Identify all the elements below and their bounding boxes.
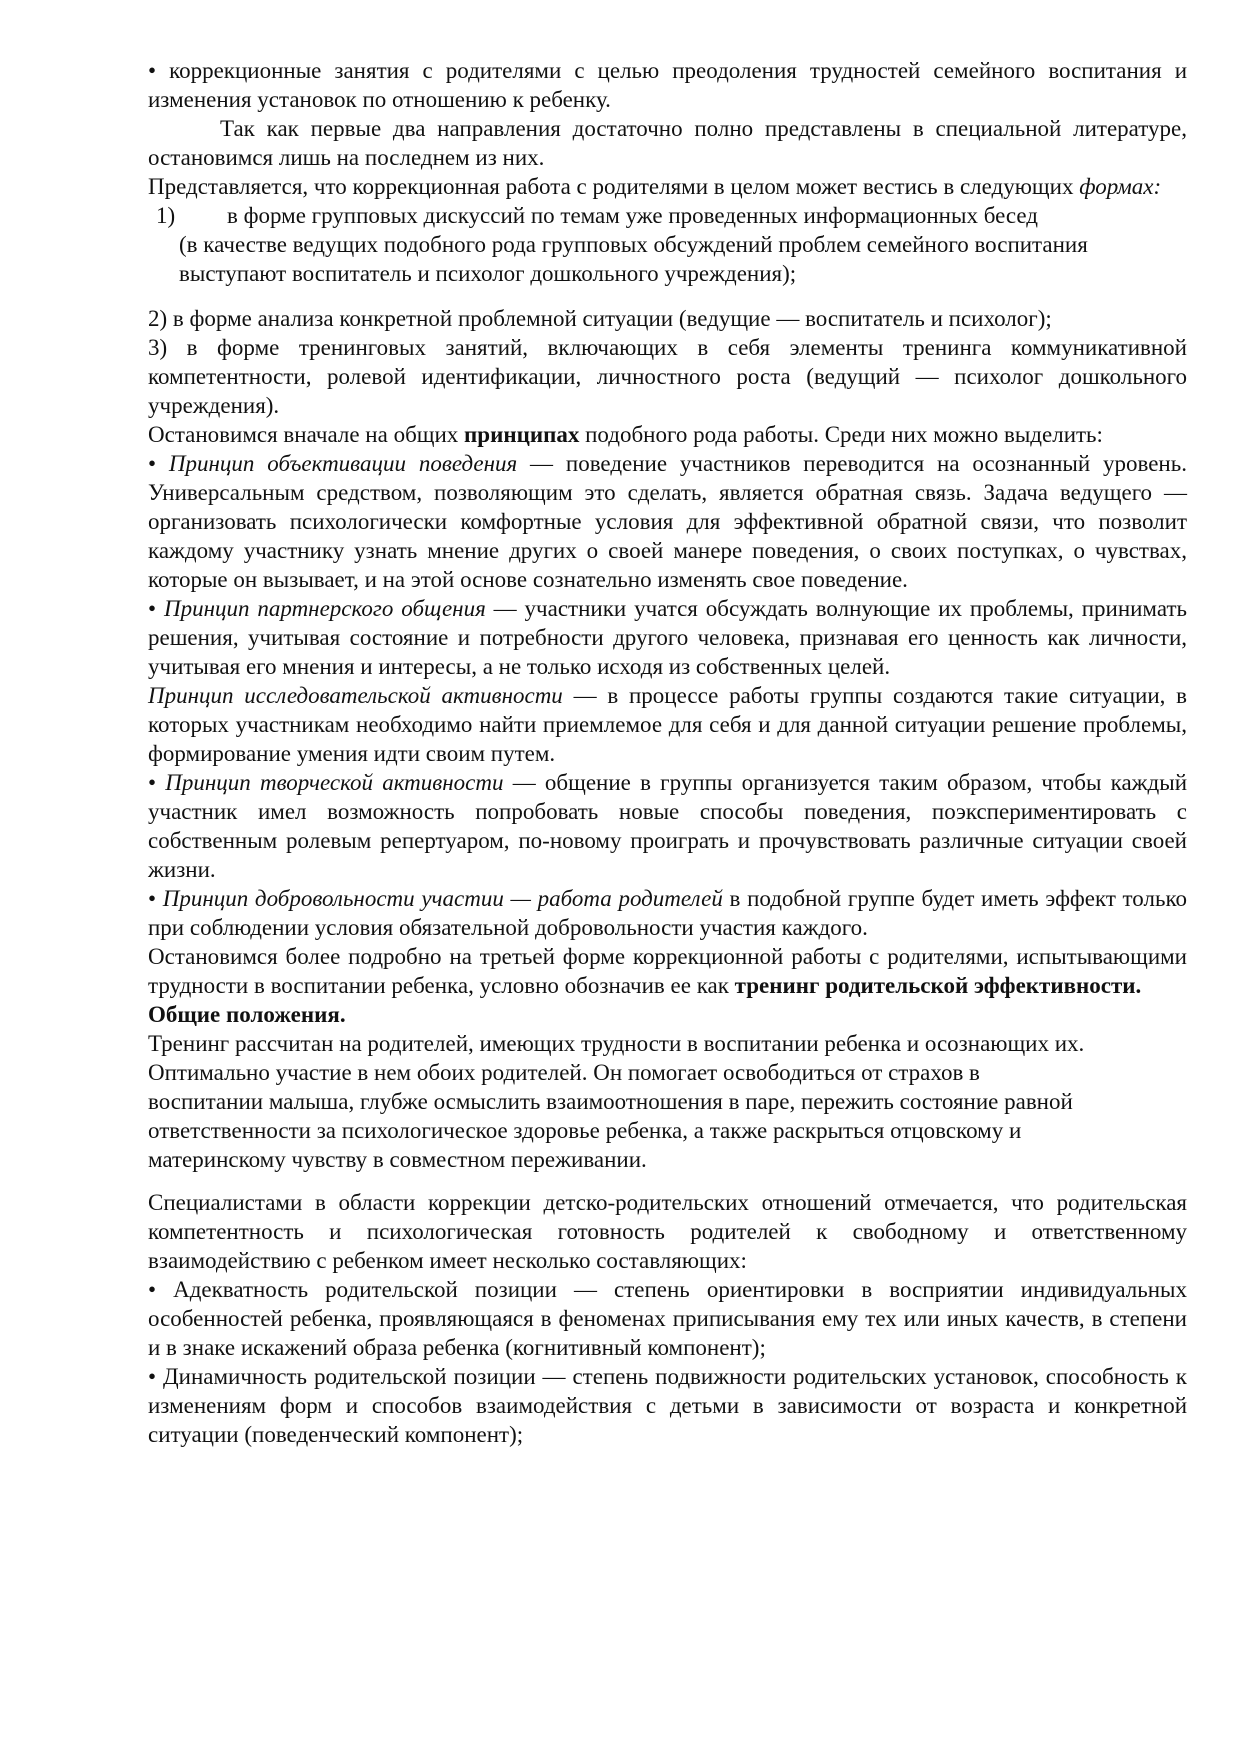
paragraph-principles-intro bbox=[148, 420, 1187, 449]
forms-word: формах: bbox=[1079, 174, 1162, 199]
principle-research-activity bbox=[148, 681, 1187, 768]
general-line: Тренинг рассчитан на родителей, имеющих трудности в воспитании ребенка и осознающих их. bbox=[148, 1031, 1085, 1056]
spacer bbox=[148, 288, 1187, 304]
general-line: ответственности за психологическое здоровье ребенка, а также раскрыться отцовскому и bbox=[148, 1118, 1022, 1143]
paragraph-third-form bbox=[148, 942, 1187, 1000]
list-item-note-line: (в качестве ведущих подобного рода групповых обсуждений проблем семейного воспитания bbox=[179, 232, 1088, 257]
bullet: • bbox=[148, 596, 164, 621]
general-line: воспитании малыша, глубже осмыслить взаимоотношения в паре, пережить состояние равной bbox=[148, 1089, 1073, 1114]
principle-name: Принцип творческой активности bbox=[165, 770, 504, 795]
paragraph-correction-sessions: • коррекционные занятия с родителями с целью преодоления трудностей семейного воспитания и изменения установок по отношению к ребенку. bbox=[148, 58, 1187, 112]
principle-objectivation bbox=[148, 449, 1187, 594]
principle-text: — общение в группы организуется таким образом, чтобы каждый участник имел возможность попробовать новые способы поведения, поэкспериментировать с собственным ролевым репертуаром, по-новому проиграть и прочувствовать различные ситуации своей жизни. bbox=[148, 770, 1188, 882]
bullet: • bbox=[148, 770, 166, 795]
general-line: Оптимально участие в нем обоих родителей. Он помогает освободиться от страхов в bbox=[148, 1060, 980, 1085]
general-line: материнскому чувству в совместном переживании. bbox=[148, 1147, 647, 1172]
general-provisions-block bbox=[148, 1029, 1187, 1174]
bullet: • bbox=[148, 886, 163, 911]
forms-intro-text: Представляется, что коррекционная работа с родителями в целом может вестись в следующих bbox=[148, 174, 1080, 199]
principle-name: Принцип добровольности участии — работа родителей bbox=[162, 886, 723, 911]
list-number: 1) bbox=[156, 203, 176, 228]
principles-intro-text-end: подобного рода работы. Среди них можно выделить: bbox=[579, 422, 1103, 447]
principle-text: — в процессе работы группы создаются такие ситуации, в которых участникам необходимо найти приемлемое для себя и для данной ситуации решение проблемы, формирование умения идти своим путем. bbox=[148, 683, 1188, 766]
list-item-note-line: выступают воспитатель и психолог дошкольного учреждения); bbox=[179, 261, 797, 286]
list-item-text: в форме групповых дискуссий по темам уже проведенных информационных бесед bbox=[227, 203, 1038, 228]
list-item-group-discussion bbox=[148, 201, 1187, 230]
list-item-training-sessions: 3) в форме тренинговых занятий, включающих в себя элементы тренинга коммуникативной компетентности, ролевой идентификации, личностного роста (ведущий — психолог дошкольного учреждения). bbox=[148, 335, 1187, 418]
principle-text: в подобной группе будет иметь эффект только при соблюдении условия обязательной добровольности участия каждого. bbox=[148, 886, 1187, 940]
principle-creative-activity bbox=[148, 768, 1187, 884]
paragraph-forms-intro bbox=[148, 172, 1187, 201]
principles-intro-text: Остановимся вначале на общих bbox=[148, 422, 465, 447]
paragraph-first-directions: Так как первые два направления достаточно полно представлены в специальной литературе, остановимся лишь на последнем из них. bbox=[148, 116, 1187, 170]
section-heading-general: Общие положения. bbox=[148, 1002, 346, 1027]
list-item-problem-analysis: 2) в форме анализа конкретной проблемной ситуации (ведущие — воспитатель и психолог); bbox=[148, 306, 1052, 331]
paragraph-specialists: Специалистами в области коррекции детско-родительских отношений отмечается, что родительская компетентность и психологическая готовность родителей к свободному и ответственному взаимодействию с ребенком имеет несколько составляющих: bbox=[148, 1190, 1187, 1273]
principle-partnership bbox=[148, 594, 1187, 681]
spacer bbox=[148, 1174, 1187, 1188]
principle-voluntariness bbox=[148, 884, 1187, 942]
principle-name: Принцип объективации поведения bbox=[168, 451, 518, 476]
principle-text: — участники учатся обсуждать волнующие их проблемы, принимать решения, учитывая состояние и потребности другого человека, признавая его ценность как личности, учитывая его мнения и интересы, а не только исходя из собственных целей. bbox=[148, 596, 1187, 679]
component-dynamism: • Динамичность родительской позиции — степень подвижности родительских установок, способность к изменениям форм и способов взаимодействия с детьми в зависимости от возраста и конкретной ситуации (поведенческий компонент); bbox=[148, 1364, 1187, 1447]
principle-name: Принцип партнерского общения bbox=[163, 596, 486, 621]
component-adequacy: • Адекватность родительской позиции — степень ориентировки в восприятии индивидуальных особенностей ребенка, проявляющаяся в феноменах приписывания ему тех или иных качеств, в степени и в знаке искажений образа ребенка (когнитивный компонент); bbox=[148, 1277, 1187, 1360]
training-title: тренинг родительской эффективности. bbox=[734, 973, 1142, 998]
third-form-text: Остановимся более подробно на третьей форме коррекционной работы с родителями, испытывающими трудности в воспитании ребенка, условно обозначив ее как bbox=[148, 944, 1187, 998]
principles-word: принципах bbox=[464, 422, 580, 447]
principle-name: Принцип исследовательской активности bbox=[148, 683, 563, 708]
principle-text: — поведение участников переводится на осознанный уровень. Универсальным средством, позволяющим это сделать, является обратная связь. Задача ведущего — организовать психологически комфортные условия для эффективной обратной связи, что позволит каждому участнику узнать мнение других о своей манере поведения, о своих поступках, о чувствах, которые он вызывает, и на этой основе сознательно изменять свое поведение. bbox=[148, 451, 1187, 592]
bullet: • bbox=[148, 451, 169, 476]
